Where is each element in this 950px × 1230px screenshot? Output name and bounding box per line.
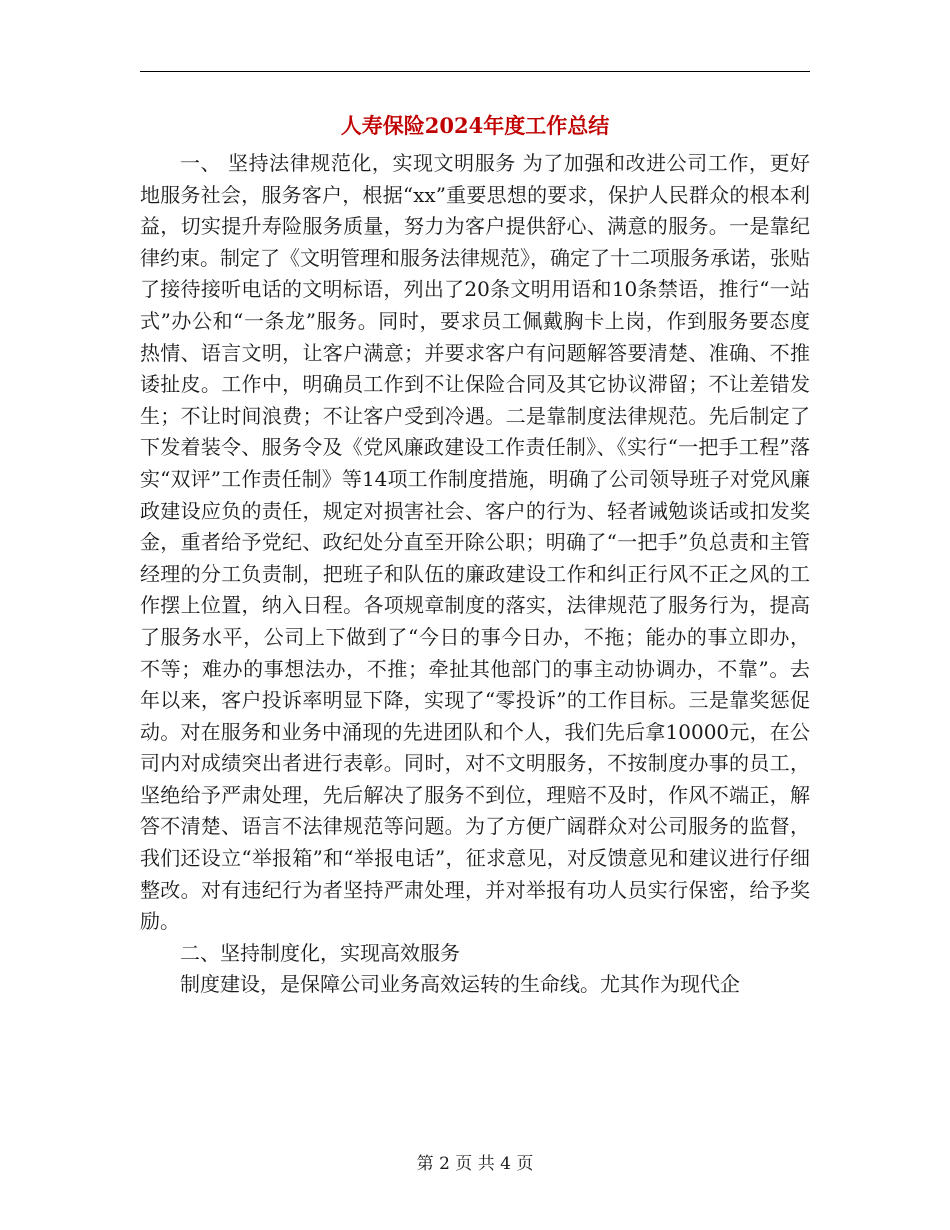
page-number-footer: 第 2 页 共 4 页 [416,1154,534,1174]
paragraph-section-one: 一、 坚持法律规范化，实现文明服务 为了加强和改进公司工作，更好地服务社会，服务客户，根据“xx”重要思想的要求，保护人民群众的根本利益，切实提升寿险服务质量，努力为客户提供舒心、满意的服务。一是靠纪律约束。制定了《文明管理和服务法律规范》，确定了十二项服务承诺，张贴了接待接听电话的文明标语，列出了20条文明用语和10条禁语，推行“一站式”办公和“一条龙”服务。同时，要求员工佩戴胸卡上岗，作到服务要态度热情、语言文明，让客户满意；并要求客户有问题解答要清楚、准确、不推诿扯皮。工作中，明确员工作到不让保险合同及其它协议滞留；不让差错发生；不让时间浪费；不让客户受到冷遇。二是靠制度法律规范。先后制定了下发着装令、服务令及《党风廉政建设工作责任制》、《实行“一把手工程”落实“双评”工作责任制》等14项工作制度措施，明确了公司领导班子对党风廉政建设应负的责任，规定对损害社会、客户的行为、轻者诫勉谈话或扣发奖金，重者给予党纪、政纪处分直至开除公职；明确了“一把手”负总责和主管经理的分工负责制，把班子和队伍的廉政建设工作和纠正行风不正之风的工作摆上位置，纳入日程。各项规章制度的落实，法律规范了服务行为，提高了服务水平，公司上下做到了“今日的事今日办，不拖；能办的事立即办，不等；难办的事想法办，不推；牵扯其他部门的事主动协调办，不靠”。去年以来，客户投诉率明显下降，实现了“零投诉”的工作目标。三是靠奖惩促动。对在服务和业务中涌现的先进团队和个人，我们先后拿10000元，在公司内对成绩突出者进行表彰。同时，对不文明服务，不按制度办事的员工，坚绝给予严肃处理，先后解决了服务不到位，理赔不及时，作风不端正，解答不清楚、语言不法律规范等问题。为了方便广阔群众对公司服务的监督，我们还设立“举报箱”和“举报电话”，征求意见，对反馈意见和建议进行仔细 整改。对有违纪行为者坚持严肃处理，并对举报有功人员实行保密，给予奖励。 [140,151,810,934]
paragraph-section-two-text: 制度建设，是保障公司业务高效运转的生命线。尤其作为现代企 [180,972,740,997]
paragraph-section-two-heading: 二、坚持制度化，实现高效服务 [180,940,460,965]
document-title: 人寿保险2024年度工作总结 [340,113,610,138]
document-body [140,148,810,1001]
header-rule [140,71,810,72]
